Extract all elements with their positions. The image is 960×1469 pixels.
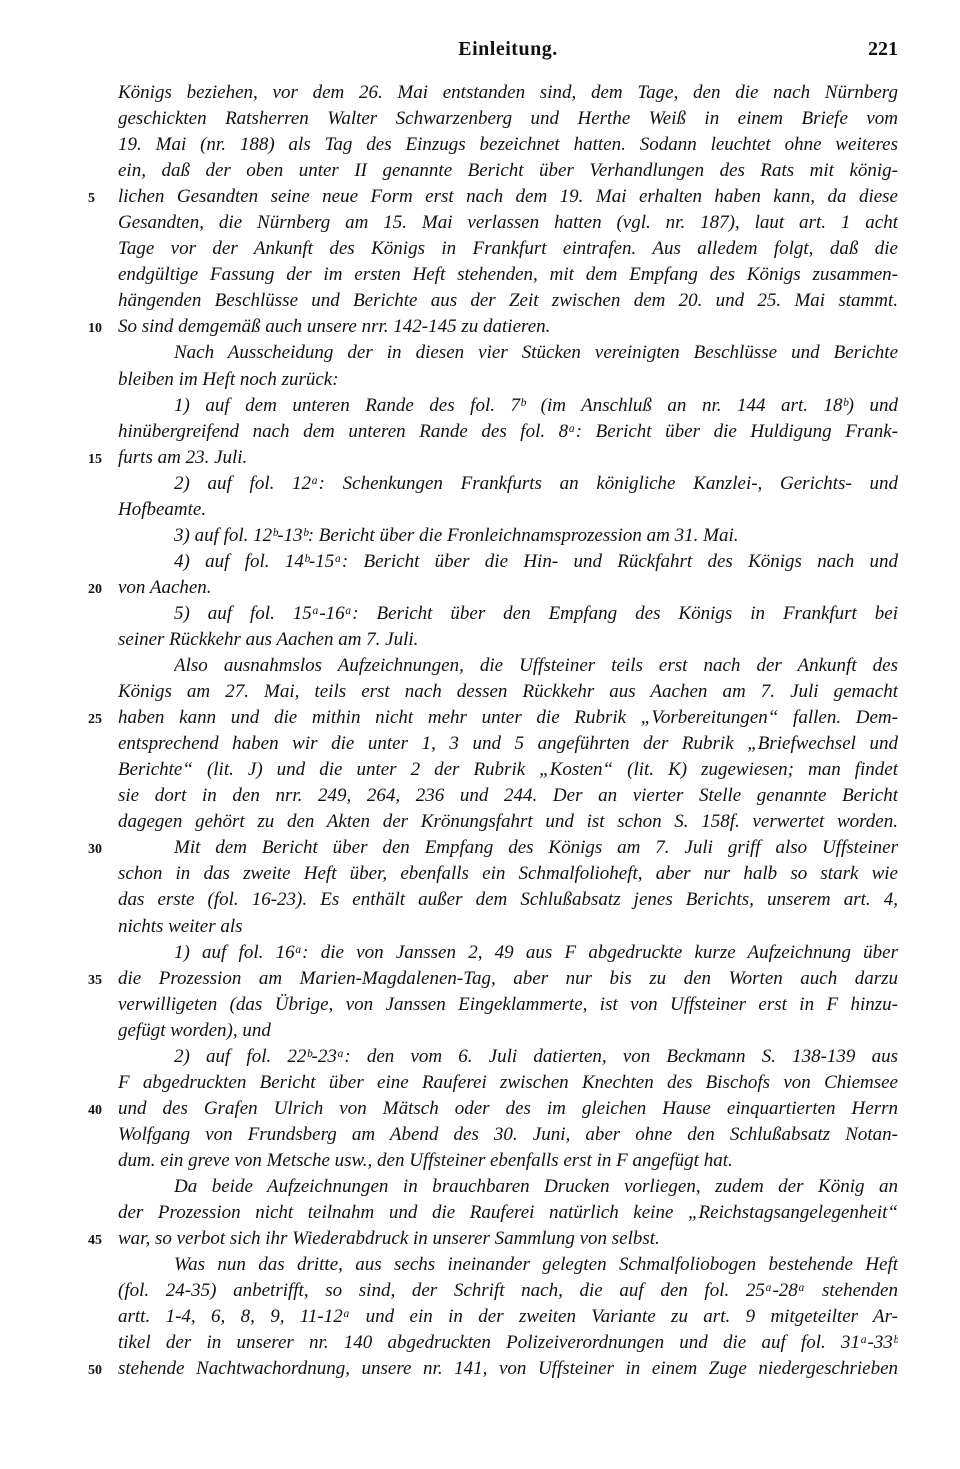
line-text: von Aachen. xyxy=(118,576,212,598)
text-line xyxy=(0,914,960,940)
page-number: 221 xyxy=(868,38,898,60)
line-text: sie dort in den nrr. 249, 264, 236 und 244. Der an vierter Stelle genannte Bericht xyxy=(118,785,898,807)
text-line xyxy=(0,1174,960,1200)
text-line xyxy=(0,992,960,1018)
text-line xyxy=(0,523,960,549)
line-text: 19. Mai (nr. 188) als Tag des Einzugs bezeichnet hatten. Sodann leuchtet ohne weiteres xyxy=(118,134,898,156)
text-line xyxy=(0,1200,960,1226)
text-line xyxy=(0,1070,960,1096)
line-text: 4) auf fol. 14ᵇ-15ᵃ: Bericht über die Hin- und Rückfahrt des Königs nach und xyxy=(174,550,898,572)
text-line xyxy=(0,1278,960,1304)
page-header xyxy=(118,38,898,68)
line-text: 2) auf fol. 12ᵃ: Schenkungen Frankfurts an königliche Kanzlei-, Gerichts- und xyxy=(174,472,898,494)
line-text: Nach Ausscheidung der in diesen vier Stücken vereinigten Beschlüsse und Berichte xyxy=(174,342,898,364)
line-text: war, so verbot sich ihr Wiederabdruck in unserer Sammlung von selbst. xyxy=(118,1228,660,1250)
text-line xyxy=(0,1018,960,1044)
text-line xyxy=(0,1252,960,1278)
text-line xyxy=(0,445,960,471)
text-line xyxy=(0,757,960,783)
line-text: dagegen gehört zu den Akten der Krönungsfahrt und ist schon S. 158f. verwertet worden. xyxy=(118,811,898,833)
line-text: Wolfgang von Frundsberg am Abend des 30. Juni, aber ohne den Schlußabsatz Notan- xyxy=(118,1123,898,1145)
line-text: lichen Gesandten seine neue Form erst nach dem 19. Mai erhalten haben kann, da diese xyxy=(118,186,898,208)
line-text: tikel der in unserer nr. 140 abgedruckten Polizeiverordnungen und die auf fol. 31ᵃ-33ᵇ xyxy=(118,1332,898,1354)
text-line xyxy=(0,158,960,184)
text-line xyxy=(0,1330,960,1356)
text-line xyxy=(0,809,960,835)
line-text: Königs am 27. Mai, teils erst nach dessen Rückkehr aus Aachen am 7. Juli gemacht xyxy=(118,681,898,703)
line-text: schon in das zweite Heft über, ebenfalls ein Schmalfolioheft, aber nur halb so stark wie xyxy=(118,863,898,885)
text-line xyxy=(0,80,960,106)
text-line xyxy=(0,340,960,366)
line-text: Mit dem Bericht über den Empfang des Königs am 7. Juli griff also Uffsteiner xyxy=(174,837,898,859)
text-line xyxy=(0,575,960,601)
line-number: 5 xyxy=(88,191,95,207)
text-line xyxy=(0,497,960,523)
text-line xyxy=(0,419,960,445)
line-text: und des Grafen Ulrich von Mätsch oder des im gleichen Hause einquartierten Herrn xyxy=(118,1097,898,1119)
line-text: seiner Rückkehr aus Aachen am 7. Juli. xyxy=(118,628,419,650)
line-number: 30 xyxy=(88,842,102,858)
line-text: hinübergreifend nach dem unteren Rande des fol. 8ᵃ: Bericht über die Huldigung Frank- xyxy=(118,420,898,442)
line-text: So sind demgemäß auch unsere nrr. 142-145 zu datieren. xyxy=(118,316,551,338)
line-text: Berichte“ (lit. J) und die unter 2 der Rubrik „Kosten“ (lit. K) zugewiesen; man findet xyxy=(118,759,898,781)
text-line xyxy=(0,106,960,132)
line-text: gefügt worden), und xyxy=(118,1019,271,1041)
text-line xyxy=(0,653,960,679)
line-text: artt. 1-4, 6, 8, 9, 11-12ᵃ und ein in der zweiten Variante zu art. 9 mitgeteilter Ar- xyxy=(118,1306,898,1328)
line-text: Da beide Aufzeichnungen in brauchbaren Drucken vorliegen, zudem der König an xyxy=(174,1175,898,1197)
text-line xyxy=(0,1096,960,1122)
line-text: 2) auf fol. 22ᵇ-23ᵃ: den vom 6. Juli datierten, von Beckmann S. 138-139 aus xyxy=(174,1045,898,1067)
text-line xyxy=(0,835,960,861)
text-line xyxy=(0,1226,960,1252)
text-line xyxy=(0,314,960,340)
text-line xyxy=(0,1304,960,1330)
text-line xyxy=(0,132,960,158)
line-text: bleiben im Heft noch zurück: xyxy=(118,368,339,390)
text-line xyxy=(0,184,960,210)
text-line xyxy=(0,861,960,887)
line-text: hängenden Beschlüsse und Berichte aus der Zeit zwischen dem 20. und 25. Mai stammt. xyxy=(118,290,898,312)
line-text: 1) auf fol. 16ᵃ: die von Janssen 2, 49 aus F abgedruckte kurze Aufzeichnung über xyxy=(174,941,898,963)
line-text: Tage vor der Ankunft des Königs in Frankfurt eintrafen. Aus alledem folgt, daß die xyxy=(118,238,898,260)
line-number: 45 xyxy=(88,1233,102,1249)
text-line xyxy=(0,1044,960,1070)
line-number: 50 xyxy=(88,1363,102,1379)
line-text: 1) auf dem unteren Rande des fol. 7ᵇ (im Anschluß an nr. 144 art. 18ᵇ) und xyxy=(174,394,898,416)
text-line xyxy=(0,1356,960,1382)
line-text: furts am 23. Juli. xyxy=(118,446,248,468)
line-number: 10 xyxy=(88,321,102,337)
line-text: endgültige Fassung der im ersten Heft stehenden, mit dem Empfang des Königs zusammen- xyxy=(118,264,898,286)
line-text: die Prozession am Marien-Magdalenen-Tag, aber nur bis zu den Worten auch darzu xyxy=(118,967,898,989)
line-number: 35 xyxy=(88,972,102,988)
line-text: 3) auf fol. 12ᵇ-13ᵇ: Bericht über die Fronleichnamsprozession am 31. Mai. xyxy=(174,524,739,546)
line-text: der Prozession nicht teilnahm und die Rauferei natürlich keine „Reichstagsangelegenheit“ xyxy=(118,1202,898,1224)
text-line xyxy=(0,393,960,419)
text-line xyxy=(0,367,960,393)
text-line xyxy=(0,731,960,757)
line-number: 40 xyxy=(88,1102,102,1118)
text-line xyxy=(0,783,960,809)
text-line xyxy=(0,627,960,653)
line-text: verwilligeten (das Übrige, von Janssen Eingeklammerte, ist von Uffsteiner erst in F hinzu- xyxy=(118,993,898,1015)
line-text: ein, daß der oben unter II genannte Bericht über Verhandlungen des Rats mit könig- xyxy=(118,160,898,182)
body-text xyxy=(0,80,960,1382)
line-text: 5) auf fol. 15ᵃ-16ᵃ: Bericht über den Empfang des Königs in Frankfurt bei xyxy=(174,602,898,624)
line-text: haben kann und die mithin nicht mehr unter die Rubrik „Vorbereitungen“ fallen. Dem- xyxy=(118,707,898,729)
line-text: F abgedruckten Bericht über eine Rauferei zwischen Knechten des Bischofs von Chiemsee xyxy=(118,1071,898,1093)
line-text: geschickten Ratsherren Walter Schwarzenberg und Herthe Weiß in einem Briefe vom xyxy=(118,108,898,130)
line-text: Gesandten, die Nürnberg am 15. Mai verlassen hatten (vgl. nr. 187), laut art. 1 acht xyxy=(118,212,898,234)
line-text: nichts weiter als xyxy=(118,915,243,937)
text-line xyxy=(0,887,960,913)
text-line xyxy=(0,966,960,992)
line-text: Hofbeamte. xyxy=(118,498,207,520)
line-number: 25 xyxy=(88,712,102,728)
text-line xyxy=(0,236,960,262)
running-title: Einleitung. xyxy=(458,38,558,60)
line-text: (fol. 24-35) anbetrifft, so sind, der Schrift nach, die auf den fol. 25ᵃ-28ᵃ stehenden xyxy=(118,1280,898,1302)
text-line xyxy=(0,1148,960,1174)
text-line xyxy=(0,210,960,236)
text-line xyxy=(0,262,960,288)
text-line xyxy=(0,679,960,705)
line-number: 15 xyxy=(88,451,102,467)
text-line xyxy=(0,705,960,731)
line-text: dum. ein greve von Metsche usw., den Uffsteiner ebenfalls erst in F angefügt hat. xyxy=(118,1149,733,1171)
line-text: stehende Nachtwachordnung, unsere nr. 141, von Uffsteiner in einem Zuge niedergeschrieben xyxy=(118,1358,898,1380)
line-text: Also ausnahmslos Aufzeichnungen, die Uffsteiner teils erst nach der Ankunft des xyxy=(174,655,898,677)
text-line xyxy=(0,471,960,497)
text-line xyxy=(0,549,960,575)
line-text: das erste (fol. 16-23). Es enthält außer dem Schlußabsatz jenes Berichts, unserem art. 4, xyxy=(118,889,898,911)
line-text: Königs beziehen, vor dem 26. Mai entstanden sind, dem Tage, den die nach Nürnberg xyxy=(118,82,898,103)
text-line xyxy=(0,1122,960,1148)
text-line xyxy=(0,601,960,627)
text-line xyxy=(0,940,960,966)
line-text: entsprechend haben wir die unter 1, 3 und 5 angeführten der Rubrik „Briefwechsel und xyxy=(118,733,898,755)
line-number: 20 xyxy=(88,581,102,597)
line-text: Was nun das dritte, aus sechs ineinander gelegten Schmalfoliobogen bestehende Heft xyxy=(174,1254,898,1276)
text-line xyxy=(0,288,960,314)
